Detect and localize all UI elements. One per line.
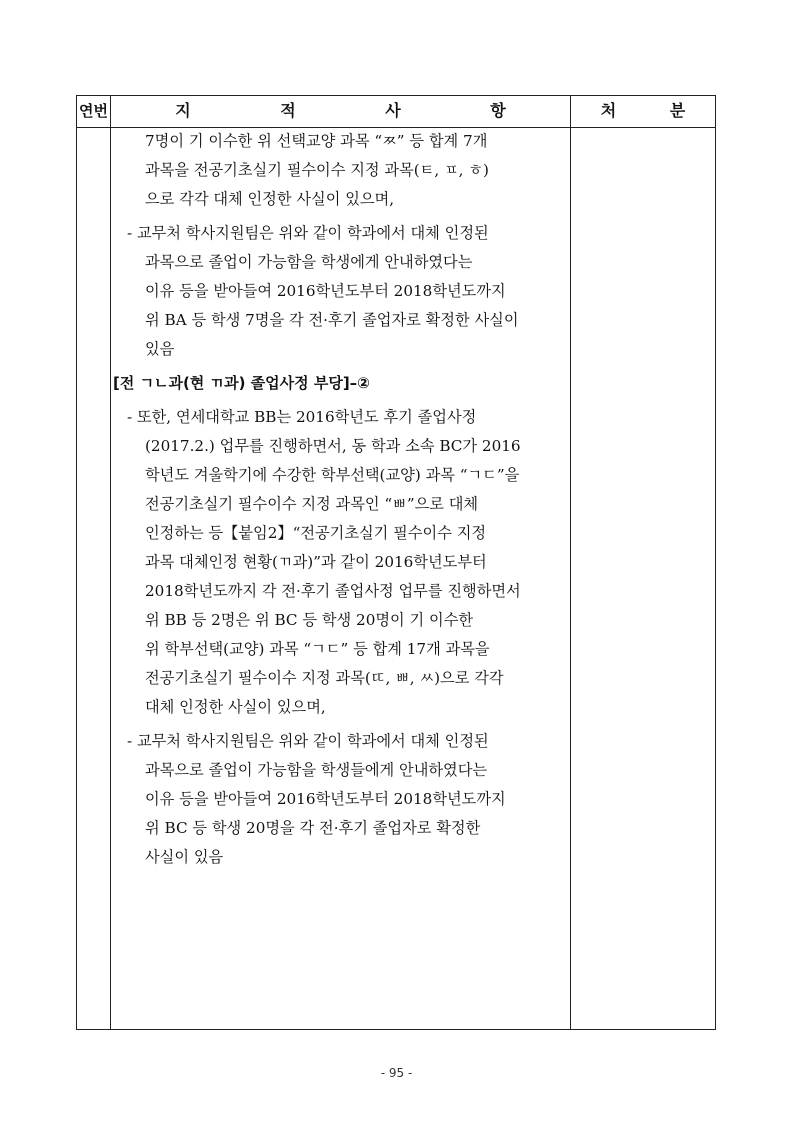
finding-text-line: 위 BB 등 2명은 위 BC 등 학생 20명이 기 이수한 [145, 611, 474, 629]
finding-text-line: 대체 인정한 사실이 있으며, [145, 698, 326, 716]
finding-text-line: 과목으로 졸업이 가능함을 학생에게 안내하였다는 [145, 253, 473, 271]
finding-text-line: 학년도 겨울학기에 수강한 학부선택(교양) 과목 “ㄱㄷ”을 [145, 466, 520, 484]
finding-text-line: 위 BC 등 학생 20명을 각 전·후기 졸업자로 확정한 [145, 819, 481, 837]
column-divider-1 [110, 96, 111, 1029]
finding-text-line: 전공기초실기 필수이수 지정 과목인 “ㅃ”으로 대체 [145, 495, 479, 513]
finding-text-line: 과목으로 졸업이 가능함을 학생들에게 안내하였다는 [145, 761, 488, 779]
header-findings: 지 적 사 항 [175, 101, 548, 120]
audit-table [76, 95, 716, 1030]
finding-text-line: 위 BA 등 학생 7명을 각 전·후기 졸업자로 확정한 사실이 [145, 311, 519, 329]
section-heading: [전 ㄱㄴ과(현 ㄲ과) 졸업사정 부당]–② [113, 374, 370, 392]
header-disposition: 처 분 [600, 101, 710, 120]
column-divider-2 [570, 96, 571, 1029]
finding-text-line: 으로 각각 대체 인정한 사실이 있으며, [145, 190, 395, 208]
finding-text-line: 과목을 전공기초실기 필수이수 지정 과목(ㅌ, ㅍ, ㅎ) [145, 161, 489, 179]
finding-text-line: 7명이 기 이수한 위 선택교양 과목 “ㅉ” 등 합계 7개 [145, 132, 488, 150]
header-serial-number: 연번 [79, 102, 108, 120]
finding-text-line: 있음 [145, 340, 175, 358]
finding-text-line: 위 학부선택(교양) 과목 “ㄱㄷ” 등 합계 17개 과목을 [145, 640, 490, 658]
finding-text-line: 이유 등을 받아들여 2016학년도부터 2018학년도까지 [145, 790, 506, 808]
finding-text-line: (2017.2.) 업무를 진행하면서, 동 학과 소속 BC가 2016 [145, 437, 521, 455]
finding-text-line: 이유 등을 받아들여 2016학년도부터 2018학년도까지 [145, 282, 506, 300]
finding-text-line: 2018학년도까지 각 전·후기 졸업사정 업무를 진행하면서 [145, 582, 521, 600]
finding-text-line: - 또한, 연세대학교 BB는 2016학년도 후기 졸업사정 [127, 408, 477, 426]
finding-text-line: 전공기초실기 필수이수 지정 과목(ㄸ, ㅃ, ㅆ)으로 각각 [145, 669, 504, 687]
finding-text-line: - 교무처 학사지원팀은 위와 같이 학과에서 대체 인정된 [127, 224, 489, 242]
finding-text-line: - 교무처 학사지원팀은 위와 같이 학과에서 대체 인정된 [127, 732, 489, 750]
finding-text-line: 인정하는 등【붙임2】“전공기초실기 필수이수 지정 [145, 524, 487, 542]
finding-text-line: 과목 대체인정 현황(ㄲ과)”과 같이 2016학년도부터 [145, 553, 487, 571]
table-header-row [77, 96, 715, 128]
finding-text-line: 사실이 있음 [145, 848, 224, 866]
page-number: - 95 - [380, 1066, 413, 1080]
